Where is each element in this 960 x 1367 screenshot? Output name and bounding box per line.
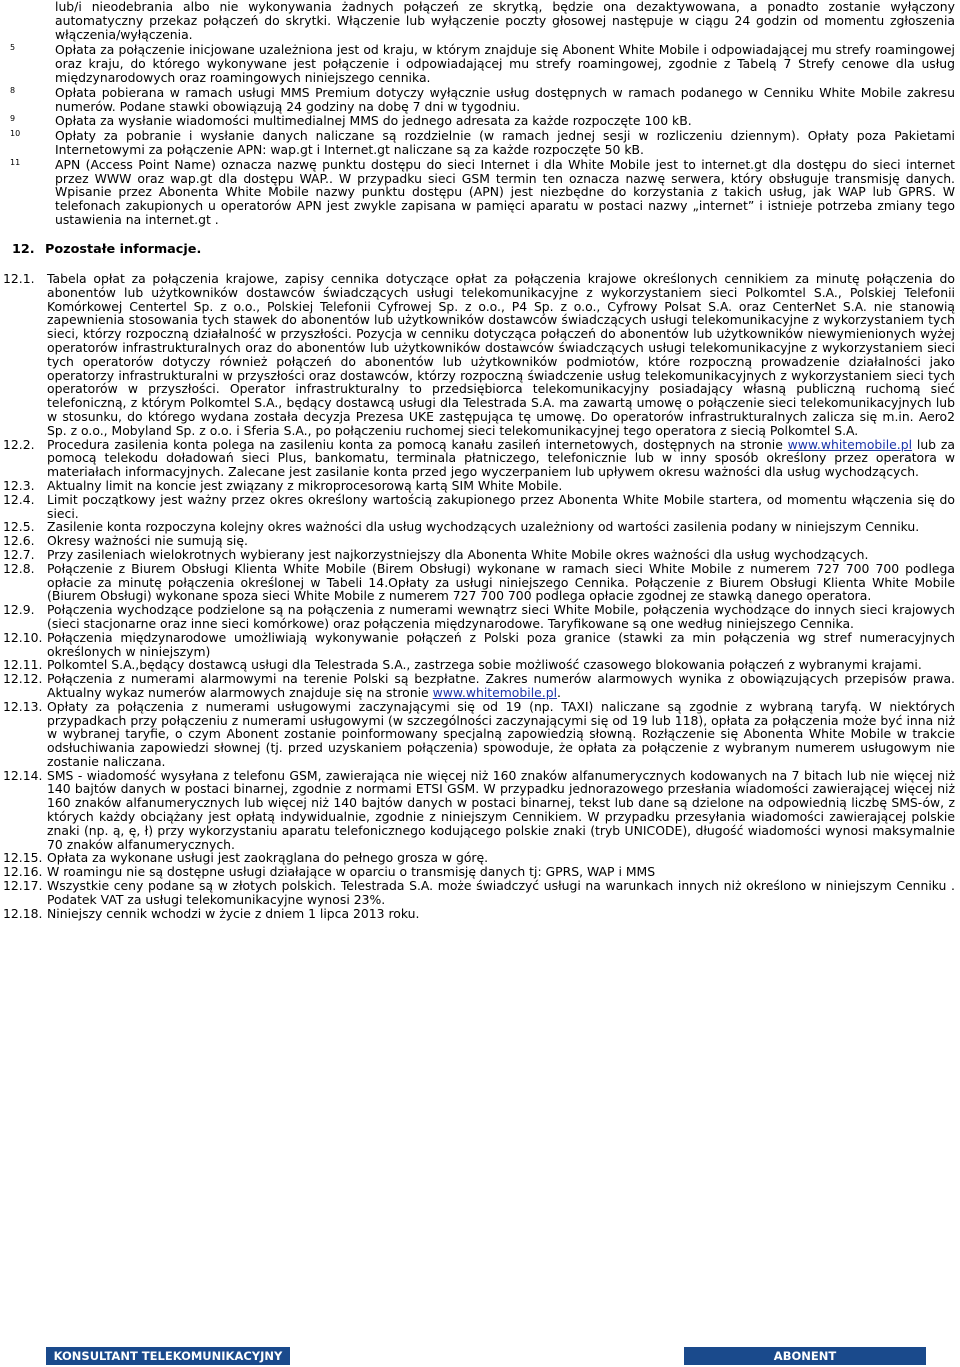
- list-item: [0, 879, 960, 907]
- item-number: 12.9.: [3, 602, 35, 618]
- section-heading: [12, 242, 201, 257]
- item-number: 12.15.: [3, 850, 43, 866]
- item-text: Niniejszy cennik wchodzi w życie z dniem 1 lipca 2013 roku.: [47, 905, 420, 921]
- list-item: [0, 603, 960, 631]
- footnote-text: Opłata pobierana w ramach usługi MMS Premium dotyczy wyłącznie usług dostępnych w ramach podanego w Cenniku White Mobile zakresu numerów. Podane stawki obowiązują 24 godziny na dobę 7 dni w tygodniu.: [55, 84, 955, 114]
- item-text: Połączenia międzynarodowe umożliwiają wykonywanie połączeń z Polski poza granice (stawki za min połączenia wg stref numeracyjnych określonych w niniejszym): [47, 629, 955, 659]
- footnote: [0, 129, 960, 157]
- website-link[interactable]: www.whitemobile.pl: [787, 436, 913, 452]
- footnote-text: APN (Access Point Name) oznacza nazwę punktu dostępu do sieci Internet i dla White Mobile jest to internet.gt dla dostępu do sieci internet przez WWW oraz wap.gt dla dostępu WAP.. W przypadku sieci GSM termin ten oznacza nazwę serwera, który obsługuje transmisję danych. Wpisanie przez Abonenta White Mobile nazwy punktu dostępu (APN) jest niezbędne do korzystania z takich usług, jak WAP lub GPRS. W telefonach zakupionych u operatorów APN jest zwykle zapisana w pamięci aparatu w postaci nazwy „internet” i istnieje potrzeba zmiany tego ustawienia na internet.gt .: [55, 156, 955, 227]
- footnote: [0, 114, 960, 128]
- list-item: [0, 907, 960, 921]
- item-number: 12.13.: [3, 698, 43, 714]
- consultant-signature-label: KONSULTANT TELEKOMUNIKACYJNY: [46, 1347, 290, 1365]
- item-text-part: lub za pomocą telekodu doładowań sieci Plus, bankomatu, terminala płatniczego, telefonicznie lub w inny sposób określony przez operatora w materiałach informacyjnych. Zalecane jest zasilanie konta przed jego wyczerpaniem lub upływem okresu ważności dla usług wychodzących.: [47, 436, 955, 480]
- item-text: [47, 438, 955, 479]
- list-item: [0, 534, 960, 548]
- footnote-text: lub/i nieodebrania albo nie wykonywania żadnych połączeń ze skrytką, będzie ona dezaktywowana, a ponadto zostanie wyłączony automatyczny przekaz połączeń do skrytki. Włączenie lub wyłączenie poczty głosowej następuje w ciągu 24 godzin od momentu zgłoszenia włączenia/wyłączenia.: [55, 0, 955, 42]
- item-text: SMS - wiadomość wysyłana z telefonu GSM, zawierająca nie więcej niż 160 znaków alfanumerycznych kodowanych na 7 bitach lub nie więcej niż 140 bajtów danych w postaci binarnej, zgodnie z normami ETSI GSM. W przypadku jednorazowego przesłania wiadomości zawierającej więcej niż 160 znaków alfanumerycznych lub więcej niż 140 bajtów danych w postaci binarnej, tekst lub dane są dzielone na odpowiednią liczbę SMS-ów, z których każdy obciążany jest opłatą indywidualnie, zgodnie z niniejszym Cennikiem. W przypadku przesyłania wiadomości zawierającej polskie znaki (np. ą, ę, ł) przy wykorzystaniu aparatu telefonicznego kodującego polskie znaki (tryb UNICODE), długość wiadomości wynosi maksymalnie 70 znaków alfanumerycznych.: [47, 767, 955, 852]
- footnote-text: Opłata za połączenie inicjowane uzależniona jest od kraju, w którym znajduje się Abonent White Mobile i odpowiadającej mu strefy roamingowej oraz kraju, do którego wykonywane jest połączenie i odpowiadającej mu strefy roamingowej, zgodnie z Tabelą 7 Strefy cenowe dla usług międzynarodowych oraz roamingowych niniejszego cennika.: [55, 42, 955, 85]
- footnote-mark: 10: [10, 129, 21, 139]
- item-number: 12.2.: [3, 436, 35, 452]
- list-item: [0, 658, 960, 672]
- list-item: [0, 548, 960, 562]
- footnote: [0, 86, 960, 114]
- item-text: Tabela opłat za połączenia krajowe, zapisy cennika dotyczące opłat za połączenia krajowe określonych cennikiem za minutę połączenia do abonentów lub użytkowników dostawców świadczących usługi telekomunikacyjne z wykorzystaniem sieci Polkomtel S.A., Polskiej Telefonii Komórkowej Centertel Sp. z o.o., Polskiej Telefonii Cyfrowej Sp. z o.o., P4 Sp. z o.o., Cyfrowy Polsat S.A. oraz CenterNet S.A. nie stanowią zapewnienia stosowania tych stawek do abonentów lub użytkowników dostawców świadczących usługi telekomunikacyjne z wykorzystaniem tych sieci, którzy rozpoczną działalność w przyszłości. Pozycja w cenniku dotycząca połączeń do abonentów lub użytkowników niewymienionych wyżej operatorów infrastrukturalnych oraz do abonentów lub użytkowników dostawców świadczących usługi telekomunikacyjne z wykorzystaniem sieci tych operatorów dotyczy również połączeń do abonentów lub użytkowników podmiotów, które rozpoczną prowadzenie działalności jako operatorzy infrastrukturalni w przyszłości oraz dostawców, którzy rozpoczną świadczenie usług telekomunikacyjnych z wykorzystaniem sieci tych operatorów w przyszłości. Operator infrastrukturalny to przedsiębiorca telekomunikacyjny posiadający własną publiczną ruchomą sieć telefoniczną, z którym Polkomtel S.A., będący dostawcą usługi dla Telestrada S.A. ma zawartą umowę o połączenie sieci telekomunikacyjnych lub w stosunku, do którego wydana została decyzja Prezesa UKE zastępująca tę umowę. Do operatorów infrastrukturalnych zalicza się m.in. Aero2 Sp. z o.o., Mobyland Sp. z o.o. i Sferia S.A., po połączeniu ruchomej sieci telekomunikacyjnej tego operatora z siecią Polkomtel S.A.: [47, 271, 955, 438]
- footnote: [0, 43, 960, 84]
- list-item: [0, 438, 960, 479]
- item-text: Aktualny limit na koncie jest związany z mikroprocesorową kartą SIM White Mobile.: [47, 477, 563, 493]
- item-text: Połączenie z Biurem Obsługi Klienta White Mobile (Birem Obsługi) wykonane w ramach sieci White Mobile z numerem 727 700 700 podlega opłacie za minutę połączenia określonej w Tabeli 14.Opłaty za usługi niniejszego Cennika. Połączenie z Biurem Obsługi Klienta White Mobile (Biurem Obsługi) wykonane spoza sieci White Mobile z numerem 727 700 700 podlega opłacie zgodnej ze stawką danego operatora.: [47, 560, 955, 604]
- item-number: 12.16.: [3, 864, 43, 880]
- item-number: 12.17.: [3, 878, 43, 894]
- list-item: [0, 865, 960, 879]
- list-item: [0, 851, 960, 865]
- list-item: [0, 562, 960, 603]
- list-item: [0, 700, 960, 769]
- item-number: 12.14.: [3, 767, 43, 783]
- item-text: Przy zasileniach wielokrotnych wybierany jest najkorzystniejszy dla Abonenta White Mobile okres ważności dla usług wychodzących.: [47, 546, 869, 562]
- footnote-text: Opłaty za pobranie i wysłanie danych naliczane są rozdzielnie (w ramach jednej sesji w rozliczeniu dziennym). Opłaty poza Pakietami Internetowymi za połączenie APN: wap.gt i Internet.gt naliczane są za każde rozpoczęte 50 kB.: [55, 128, 955, 157]
- item-number: 12.6.: [3, 533, 35, 549]
- item-text-part: Procedura zasilenia konta polega na zasileniu konta za pomocą kanału zasileń internetowych, dostępnych na stronie: [47, 436, 788, 452]
- section-number: 12.: [12, 242, 35, 257]
- footnote-mark: 8: [10, 85, 16, 95]
- item-text: Opłaty za połączenia z numerami usługowymi zaczynającymi się od 19 (np. TAXI) naliczane są zgodnie z wybraną taryfą. W niektórych przypadkach przy połączeniu z numerami usługowymi (w szczególności zaczynającymi się od 19 lub 118), opłata za połączenia może być inna niż w wybranej taryfie, o czym Abonent zostanie poinformowany specjalną zapowiedzią słowną. Rozłączenie się Abonenta White Mobile w trakcie odsłuchiwania zapowiedzi słownej (tj. przed uzyskaniem połączenia) spowoduje, że opłata za połączenie z wybranym numerem usługowym nie zostanie naliczana.: [47, 698, 955, 769]
- footnote: [0, 0, 960, 41]
- list-item: [0, 672, 960, 700]
- footnotes: [0, 0, 960, 227]
- item-text: Okresy ważności nie sumują się.: [47, 533, 248, 549]
- item-number: 12.10.: [3, 629, 43, 645]
- item-number: 12.3.: [3, 477, 35, 493]
- item-number: 12.4.: [3, 491, 35, 507]
- footnote: [0, 158, 960, 227]
- item-text: Wszystkie ceny podane są w złotych polskich. Telestrada S.A. może świadczyć usługi na warunkach innych niż określono w niniejszym Cenniku . Podatek VAT za usługi telekomunikacyjne wynosi 23%.: [47, 878, 955, 907]
- item-number: 12.5.: [3, 519, 35, 535]
- item-number: 12.12.: [3, 671, 43, 687]
- item-number: 12.1.: [3, 271, 35, 286]
- list-item: [0, 493, 960, 521]
- item-text: Połączenia wychodzące podzielone są na połączenia z numerami wewnątrz sieci White Mobile, połączenia wychodzące do innych sieci krajowych (sieci stacjonarne oraz inne sieci komórkowe) oraz połączenia międzynarodowe. Taryfikowane są one według niniejszego Cennika.: [47, 602, 955, 631]
- item-number: 12.11.: [3, 657, 43, 673]
- list-item: [0, 479, 960, 493]
- info-list: [0, 272, 960, 920]
- list-item: [0, 272, 960, 438]
- list-item: [0, 520, 960, 534]
- list-item: [0, 631, 960, 659]
- section-title: Pozostałe informacje.: [45, 242, 202, 257]
- item-number: 12.8.: [3, 560, 35, 576]
- list-item: [0, 769, 960, 852]
- subscriber-signature-label: ABONENT: [684, 1347, 926, 1365]
- item-text: Limit początkowy jest ważny przez okres określony wartością zakupionego przez Abonenta White Mobile startera, od momentu włączenia się do sieci.: [47, 491, 955, 521]
- item-text: [47, 672, 955, 700]
- footnote-mark: 9: [10, 114, 16, 124]
- item-text-part: .: [557, 684, 561, 700]
- item-text-part: Połączenia z numerami alarmowymi na terenie Polski są bezpłatne. Zakres numerów alarmowych wynika z obowiązujących przepisów prawa. Aktualny wykaz numerów alarmowych znajduje się na stronie: [47, 671, 955, 700]
- footnote-mark: 11: [10, 157, 21, 167]
- item-text: Opłata za wykonane usługi jest zaokrąglana do pełnego grosza w górę.: [47, 850, 489, 866]
- item-number: 12.7.: [3, 546, 35, 562]
- item-text: Polkomtel S.A.,będący dostawcą usługi dla Telestrada S.A., zastrzega sobie możliwość czasowego blokowania połączeń z wybranymi krajami.: [47, 657, 922, 673]
- website-link[interactable]: www.whitemobile.pl: [432, 684, 558, 700]
- item-number: 12.18.: [3, 905, 43, 921]
- footnote-mark: 5: [10, 43, 16, 53]
- item-text: Zasilenie konta rozpoczyna kolejny okres ważności dla usług wychodzących uzależniony od wartości zasilenia podany w niniejszym Cenniku.: [47, 519, 920, 535]
- footnote-text: Opłata za wysłanie wiadomości multimedialnej MMS do jednego adresata za każde rozpoczęte 100 kB.: [55, 113, 692, 129]
- item-text: W roamingu nie są dostępne usługi działające w oparciu o transmisję danych tj: GPRS, WAP i MMS: [47, 864, 656, 880]
